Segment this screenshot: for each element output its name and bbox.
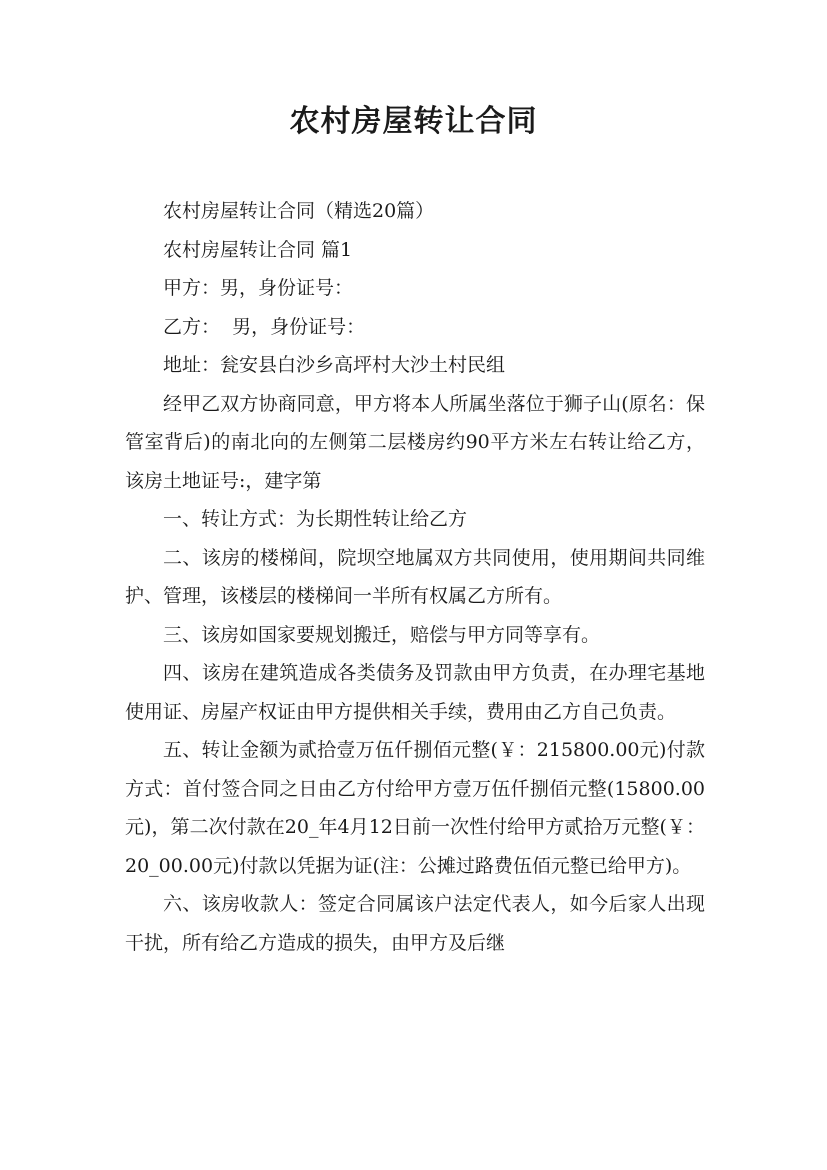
paragraph-subtitle: 农村房屋转让合同（精选20篇） — [163, 200, 435, 222]
paragraph-clause-4: 四、该房在建筑造成各类债务及罚款由甲方负责，在办理宅基地使用证、房屋产权证由甲方提供相关手续，费用由乙方自己负责。 — [125, 662, 705, 723]
paragraph-section-heading: 农村房屋转让合同 篇1 — [163, 238, 353, 261]
paragraph-clause-5: 五、转让金额为贰拾壹万伍仟捌佰元整(￥：215800.00元)付款方式：首付签合同之日由乙方付给甲方壹万伍仟捌佰元整(15800.00元)，第二次付款在20_年4月12日前一次性付给甲方贰拾万元整(￥：20_00.00元)付款以凭据为证(注：公摊过路费伍佰元整已给甲方)。 — [125, 739, 705, 877]
document-body — [125, 192, 705, 962]
paragraph-clause-1: 一、转让方式：为长期性转让给乙方 — [163, 508, 468, 530]
paragraph-clause-2: 二、该房的楼梯间，院坝空地属双方共同使用，使用期间共同维护、管理，该楼层的楼梯间一半所有权属乙方所有。 — [125, 546, 705, 607]
paragraph-clause-3: 三、该房如国家要规划搬迁，赔偿与甲方同等享有。 — [163, 623, 601, 646]
paragraph-party-a: 甲方：男，身份证号： — [163, 277, 354, 299]
paragraph-clause-6: 六、该房收款人：签定合同属该户法定代表人，如今后家人出现干扰，所有给乙方造成的损失，由甲方及后继 — [125, 893, 705, 954]
paragraph-party-b: 乙方： 男，身份证号： — [163, 315, 366, 338]
document-title: 农村房屋转让合同 — [289, 104, 538, 139]
paragraph-address: 地址：瓮安县白沙乡高坪村大沙土村民组 — [163, 354, 506, 376]
paragraph-agreement: 经甲乙双方协商同意，甲方将本人所属坐落位于狮子山(原名：保管室背后)的南北向的左侧第二层楼房约90平方米左右转让给乙方，该房土地证号:，建字第 — [125, 392, 705, 492]
